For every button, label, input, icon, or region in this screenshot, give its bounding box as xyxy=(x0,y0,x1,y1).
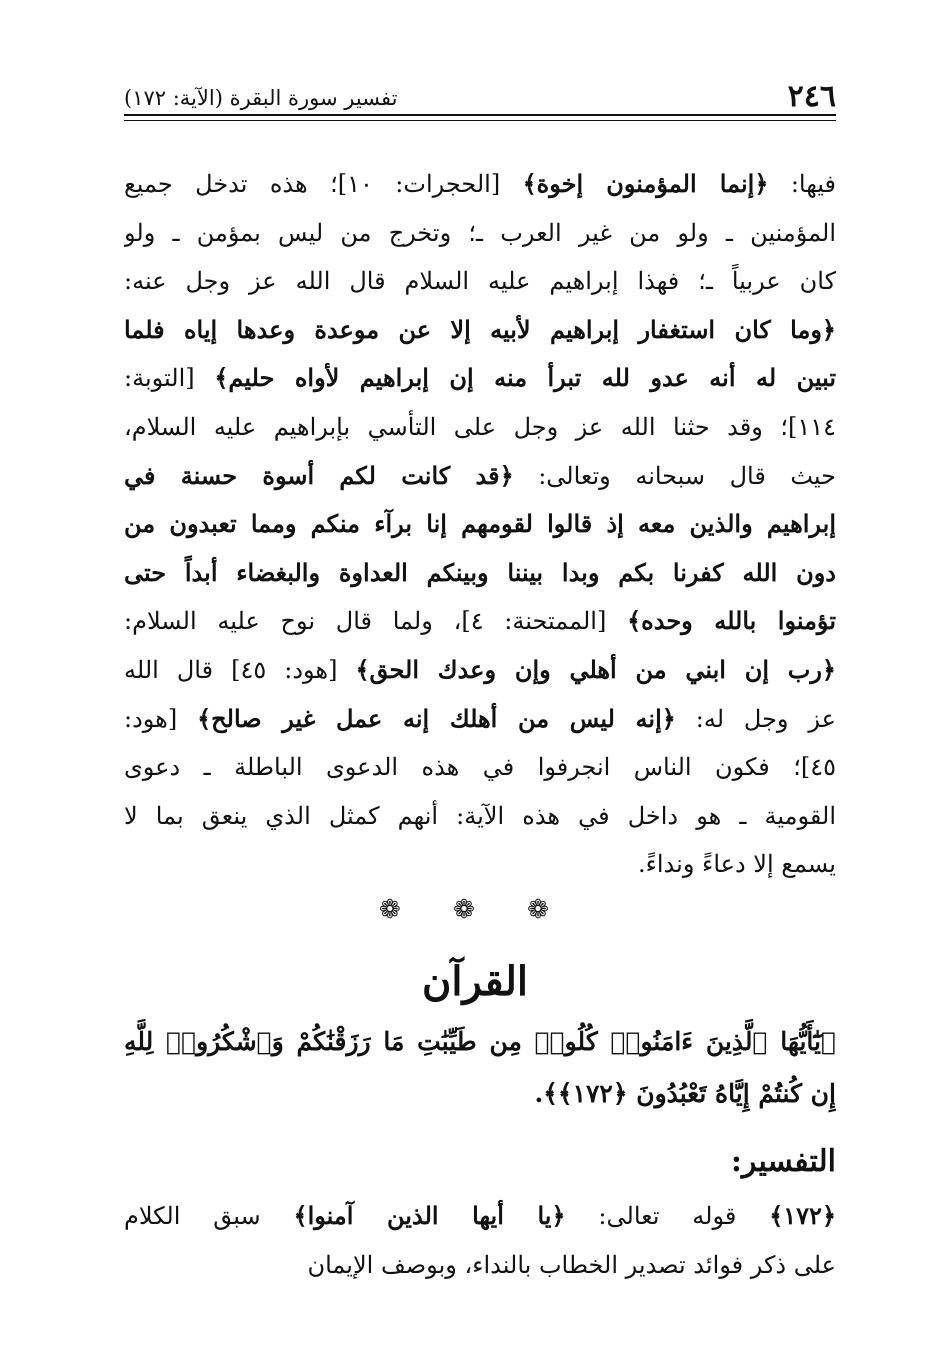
text-run: القومية ـ هو داخل في هذه الآية: أنهم كمثل الذي ينعق بما لا xyxy=(124,801,836,830)
text-run: [هود: ٤٥] قال الله xyxy=(124,655,356,684)
quoted-verse-text: ﴿قد كانت لكم أسوة حسنة في xyxy=(124,460,514,490)
header-rule xyxy=(124,114,836,116)
text-line xyxy=(124,840,836,889)
text-run: عز وجل له: xyxy=(675,704,836,733)
text-run: ١١٤]؛ وقد حثنا الله عز وجل على التأسي بإبراهيم عليه السلام، xyxy=(124,412,836,441)
text-line xyxy=(124,743,836,792)
section-heading: القرآن xyxy=(421,958,529,1005)
text-line xyxy=(124,257,836,306)
text-run: يسمع إلا دعاءً ونداءً. xyxy=(637,850,836,879)
text-run: [الممتحنة: ٤]، ولما قال نوح عليه السلام: xyxy=(124,607,628,636)
text-run: المؤمنين ـ ولو من غير العرب ـ؛ وتخرج من ليس بمؤمن ـ ولو xyxy=(124,218,836,247)
quoted-verse-text: ﴿إنه ليس من أهلك إنه عمل غير صالح﴾ xyxy=(197,703,676,733)
text-line xyxy=(124,403,836,452)
quoted-verse-text: ﴿يا أيها الذين آمنوا﴾ xyxy=(293,1201,566,1230)
text-line xyxy=(124,209,836,258)
quoted-verse-text: ﴿رب إن ابني من أهلي وإن وعدك الحق﴾ xyxy=(355,654,836,684)
text-line xyxy=(124,549,836,598)
verse-line: ﴿يَٰٓأَيُّهَا ٱلَّذِينَ ءَامَنُوا۟ كُلُوا۟ مِن طَيِّبَٰتِ مَا رَزَقْنَٰكُمْ وَٱشْكُرُوا۟ لِلَّهِ xyxy=(124,1027,836,1056)
text-line xyxy=(124,160,836,209)
quran-verse xyxy=(124,1016,836,1120)
quoted-verse-text: إبراهيم والذين معه إذ قالوا لقومهم إنا برآء منكم ومما تعبدون من xyxy=(124,509,836,539)
quoted-verse-text: ﴿١٧٢﴾ xyxy=(769,1201,836,1230)
quoted-verse-text: دون الله كفرنا بكم وبدا بيننا وبينكم العداوة والبغضاء أبداً حتى xyxy=(124,557,836,587)
text-run: قوله تعالى: xyxy=(565,1202,770,1230)
text-run: [التوبة: xyxy=(124,364,215,393)
text-run: سبق الكلام xyxy=(124,1202,294,1230)
text-run: [الحجرات: ١٠]؛ هذه تدخل جميع xyxy=(124,170,523,198)
text-line xyxy=(124,500,836,549)
quoted-verse-text: ﴿إنما المؤمنون إخوة﴾ xyxy=(522,169,769,198)
page-number: ٢٤٦ xyxy=(787,79,836,114)
text-line xyxy=(124,306,836,355)
body-paragraph xyxy=(124,160,836,889)
section-separator: ❁ ❁ ❁ xyxy=(379,895,571,925)
text-line xyxy=(124,646,836,695)
text-line xyxy=(124,1192,836,1241)
quoted-verse-text: تبين له أنه عدو لله تبرأ منه إن إبراهيم لأواه حليم﴾ xyxy=(214,363,836,393)
verse-line: إِن كُنتُمْ إِيَّاهُ تَعْبُدُونَ ﴿١٧٢﴾﴾. xyxy=(534,1079,836,1108)
header-rule-thin xyxy=(124,120,836,121)
tafsir-paragraph xyxy=(124,1192,836,1289)
quoted-verse-text: ﴿وما كان استغفار إبراهيم لأبيه إلا عن موعدة وعدها إياه فلما xyxy=(124,314,836,344)
text-run: [هود: xyxy=(124,704,198,733)
text-run: حيث قال سبحانه وتعالى: xyxy=(513,461,836,490)
text-line xyxy=(124,695,836,744)
text-line xyxy=(124,1241,836,1290)
text-run: كان عربياً ـ؛ فهذا إبراهيم عليه السلام قال الله عز وجل عنه: xyxy=(124,267,836,296)
text-run: ٤٥]؛ فكون الناس انجرفوا في هذه الدعوى الباطلة ـ دعوى xyxy=(124,753,836,782)
text-run: على ذكر فوائد تصدير الخطاب بالنداء، وبوصف الإيمان xyxy=(307,1250,836,1279)
tafsir-heading: التفسير: xyxy=(730,1144,836,1179)
text-run: فيها: xyxy=(768,170,836,198)
text-line xyxy=(124,354,836,403)
quoted-verse-text: تؤمنوا بالله وحده﴾ xyxy=(627,606,836,636)
text-line xyxy=(124,452,836,501)
running-title: تفسير سورة البقرة (الآية: ١٧٢) xyxy=(124,86,398,110)
text-line xyxy=(124,597,836,646)
text-line xyxy=(124,792,836,841)
